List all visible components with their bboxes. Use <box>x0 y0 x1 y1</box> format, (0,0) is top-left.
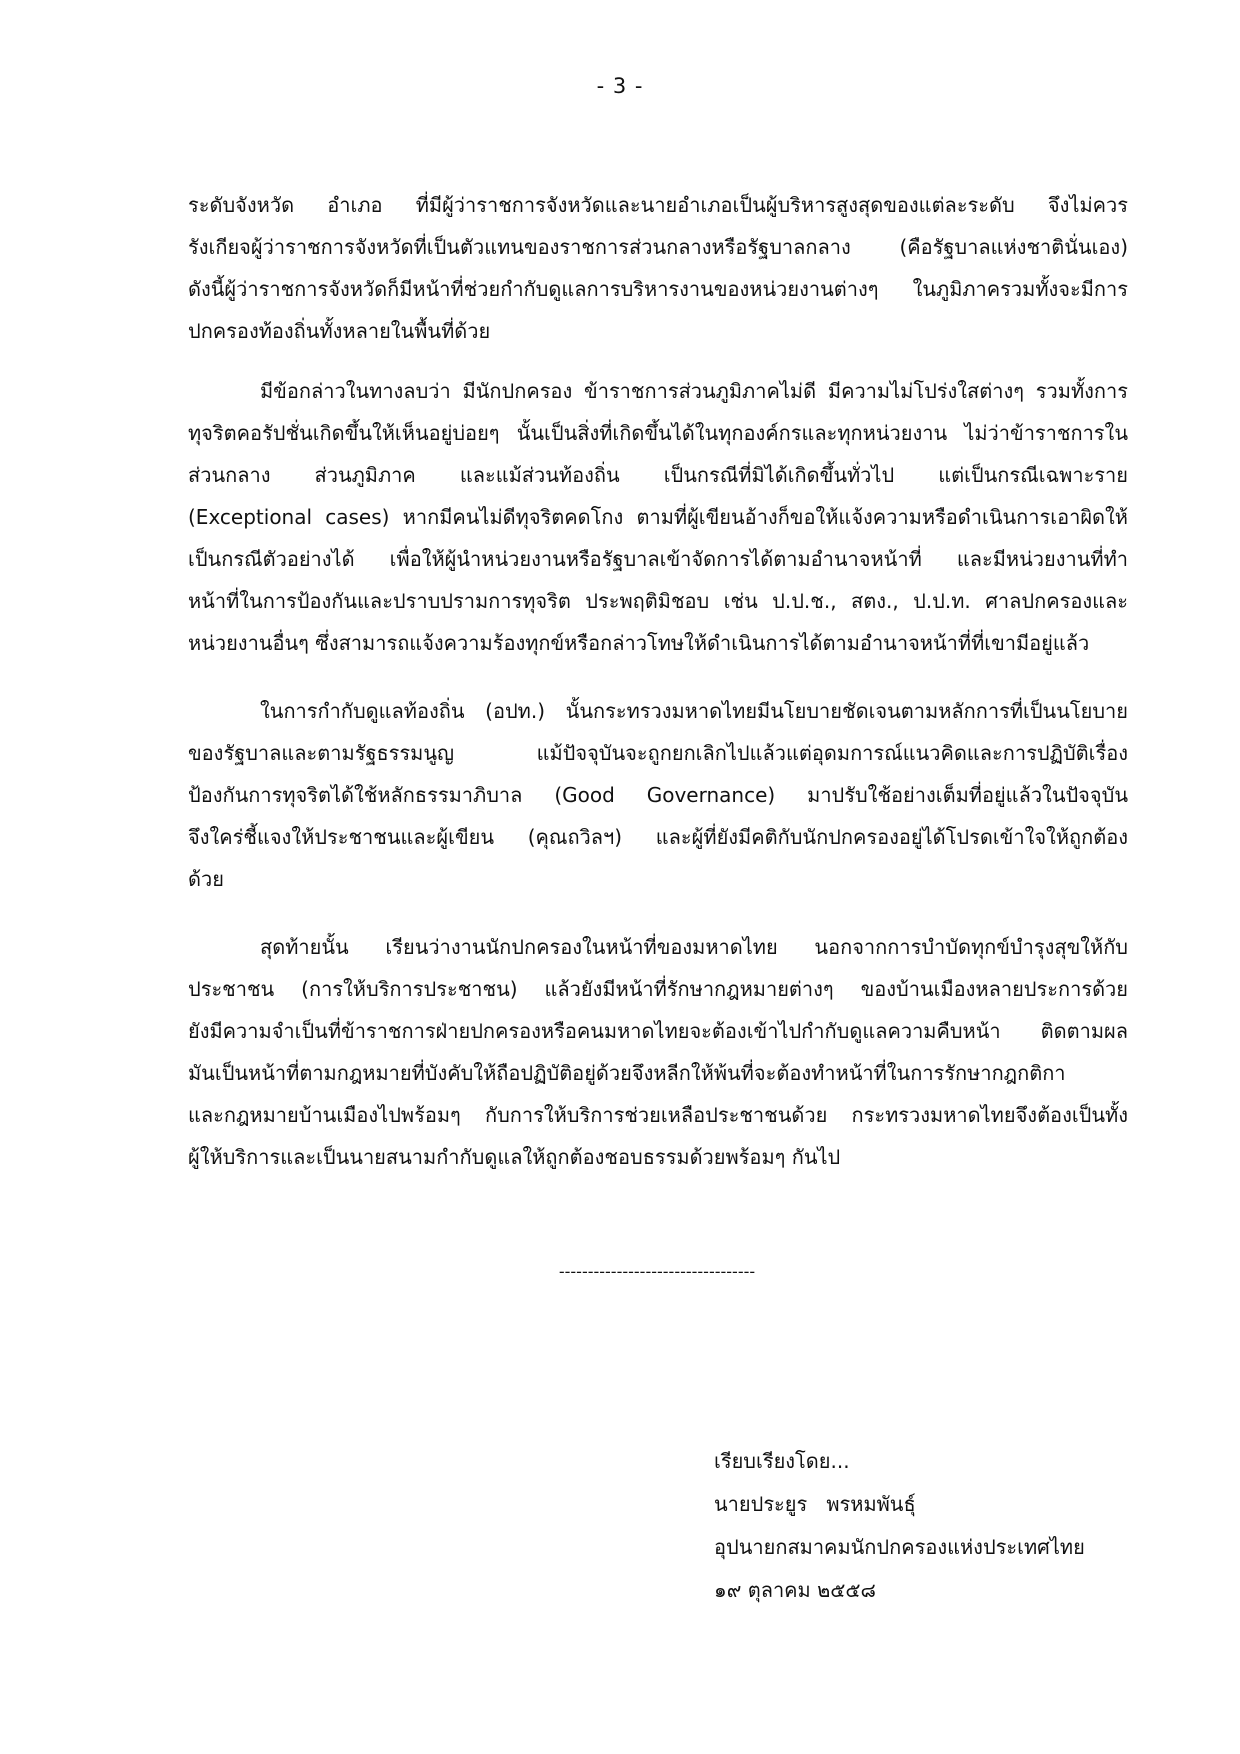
paragraph-line: สุดท้ายนั้น เรียนว่างานนักปกครองในหน้าที่ของมหาดไทย นอกจากการบำบัดทุกข์บำรุงสุขให้กับ <box>260 935 1128 959</box>
paragraph-line: ในการกำกับดูแลท้องถิ่น (อปท.) นั้นกระทรวงมหาดไทยมีนโยบายชัดเจนตามหลักการที่เป็นนโยบาย <box>260 699 1128 723</box>
paragraph-line: ประชาชน (การให้บริการประชาชน) แล้วยังมีหน้าที่รักษากฎหมายต่างๆ ของบ้านเมืองหลายประการด้วย <box>188 977 1128 1001</box>
paragraph-line: ยังมีความจำเป็นที่ข้าราชการฝ่ายปกครองหรือคนมหาดไทยจะต้องเข้าไปกำกับดูแลความคืบหน้า ติดตามผล <box>188 1019 1128 1043</box>
signature-prefix: เรียบเรียงโดย... <box>714 1449 850 1473</box>
paragraph-line: ของรัฐบาลและตามรัฐธรรมนูญ แม้ปัจจุบันจะถูกยกเลิกไปแล้วแต่อุดมการณ์แนวคิดและการปฏิบัติเรื่อง <box>188 741 1128 765</box>
paragraph-line: ป้องกันการทุจริตได้ใช้หลักธรรมาภิบาล (Good Governance) มาปรับใช้อย่างเต็มที่อยู่แล้วในปัจจุบัน <box>188 783 1128 807</box>
paragraph-line: และกฎหมายบ้านเมืองไปพร้อมๆ กับการให้บริการช่วยเหลือประชาชนด้วย กระทรวงมหาดไทยจึงต้องเป็นทั้ง <box>188 1103 1128 1127</box>
paragraph-line: ทุจริตคอรัปชั่นเกิดขึ้นให้เห็นอยู่บ่อยๆ นั้นเป็นสิ่งที่เกิดขึ้นได้ในทุกองค์กรและทุกหน่วยงาน ไม่ว่าข้าราชการใน <box>188 421 1128 445</box>
paragraph-line: เป็นกรณีตัวอย่างได้ เพื่อให้ผู้นำหน่วยงานหรือรัฐบาลเข้าจัดการได้ตามอำนาจหน้าที่ และมีหน่วยงานที่ทำ <box>188 547 1128 571</box>
paragraph-line: หน่วยงานอื่นๆ ซึ่งสามารถแจ้งความร้องทุกข์หรือกล่าวโทษให้ดำเนินการได้ตามอำนาจหน้าที่ที่เขามีอยู่แล้ว <box>188 631 1090 655</box>
paragraph-line: มีข้อกล่าวในทางลบว่า มีนักปกครอง ข้าราชการส่วนภูมิภาคไม่ดี มีความไม่โปร่งใสต่างๆ รวมทั้งการ <box>260 379 1128 403</box>
signature-name: นายประยูร พรหมพันธุ์ <box>714 1492 916 1516</box>
paragraph-4 <box>188 926 1128 1178</box>
paragraph-line: ส่วนกลาง ส่วนภูมิภาค และแม้ส่วนท้องถิ่น เป็นกรณีที่มิได้เกิดขึ้นทั่วไป แต่เป็นกรณีเฉพาะราย <box>188 463 1128 487</box>
paragraph-line: ด้วย <box>188 867 224 891</box>
paragraph-2 <box>188 370 1128 664</box>
paragraph-line: ระดับจังหวัด อำเภอ ที่มีผู้ว่าราชการจังหวัดและนายอำเภอเป็นผู้บริหารสูงสุดของแต่ละระดับ จึงไม่ควร <box>188 193 1128 217</box>
paragraph-line: (Exceptional cases) หากมีคนไม่ดีทุจริตคดโกง ตามที่ผู้เขียนอ้างก็ขอให้แจ้งความหรือดำเนินการเอาผิดให้ <box>188 505 1128 529</box>
paragraph-3 <box>188 690 1128 900</box>
paragraph-line: มันเป็นหน้าที่ตามกฎหมายที่บังคับให้ถือปฏิบัติอยู่ด้วยจึงหลีกให้พ้นที่จะต้องทำหน้าที่ในการรักษากฎกติกา <box>188 1061 1066 1085</box>
signature-block <box>714 1440 1085 1612</box>
paragraph-line: ดังนี้ผู้ว่าราชการจังหวัดก็มีหน้าที่ช่วยกำกับดูแลการบริหารงานของหน่วยงานต่างๆ ในภูมิภาครวมทั้งจะมีการ <box>188 277 1128 301</box>
signature-date: ๑๙ ตุลาคม ๒๕๕๘ <box>714 1578 876 1602</box>
signature-position: อุปนายกสมาคมนักปกครองแห่งประเทศไทย <box>714 1535 1085 1559</box>
paragraph-line: หน้าที่ในการป้องกันและปราบปรามการทุจริต ประพฤติมิชอบ เช่น ป.ป.ช., สตง., ป.ป.ท. ศาลปกครองและ <box>188 589 1128 613</box>
paragraph-line: ปกครองท้องถิ่นทั้งหลายในพื้นที่ด้วย <box>188 319 491 343</box>
paragraph-line: ผู้ให้บริการและเป็นนายสนามกำกับดูแลให้ถูกต้องชอบธรรมด้วยพร้อมๆ กันไป <box>188 1145 841 1169</box>
paragraph-line: รังเกียจผู้ว่าราชการจังหวัดที่เป็นตัวแทนของราชการส่วนกลางหรือรัฐบาลกลาง (คือรัฐบาลแห่งชาตินั่นเอง) <box>188 235 1128 259</box>
page-number: - 3 - <box>596 74 644 98</box>
paragraph-line: จึงใคร่ชี้แจงให้ประชาชนและผู้เขียน (คุณถวิลฯ) และผู้ที่ยังมีคติกับนักปกครองอยู่ได้โปรดเข้าใจให้ถูกต้อง <box>188 825 1128 849</box>
paragraph-1 <box>188 184 1128 352</box>
section-separator: ---------------------------------- <box>558 1262 756 1281</box>
